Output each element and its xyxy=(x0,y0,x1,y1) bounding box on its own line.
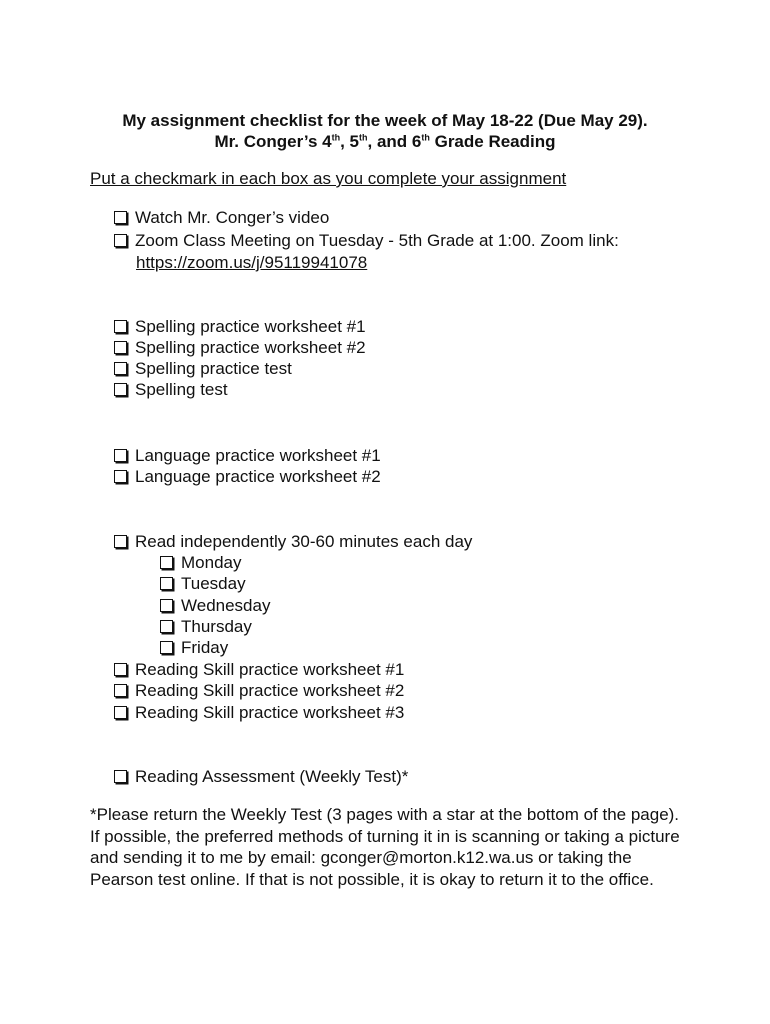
instruction: Put a checkmark in each box as you complete your assignment xyxy=(90,169,567,188)
checklist-item-zoom-meeting xyxy=(114,231,619,251)
checklist-day-monday xyxy=(160,553,241,573)
title-line-1: My assignment checklist for the week of May 18-22 (Due May 29). xyxy=(122,111,648,130)
checkbox[interactable] xyxy=(114,770,127,783)
checkbox[interactable] xyxy=(114,234,127,247)
item-label: Watch Mr. Conger’s video xyxy=(135,208,330,227)
checklist-item-reading-skill-3 xyxy=(114,703,404,723)
item-label: Reading Assessment (Weekly Test)* xyxy=(135,767,409,786)
checklist-day-wednesday xyxy=(160,596,270,616)
title-prefix: Mr. Conger’s 4 xyxy=(214,132,332,151)
item-label: Zoom Class Meeting on Tuesday - 5th Grade at 1:00. Zoom link: xyxy=(135,231,619,250)
title-sup-2: th xyxy=(359,132,368,143)
checkbox[interactable] xyxy=(160,556,173,569)
checklist-item-language-1 xyxy=(114,446,381,466)
item-label: Spelling test xyxy=(135,380,228,399)
title-mid-2: , and 6 xyxy=(367,132,422,151)
checkbox[interactable] xyxy=(114,535,127,548)
title-mid-1: , 5 xyxy=(340,132,360,151)
title-sup-1: th xyxy=(331,132,341,143)
checkbox[interactable] xyxy=(160,620,173,633)
item-label: Reading Skill practice worksheet #3 xyxy=(135,703,405,722)
title-sup-3: th xyxy=(421,132,430,143)
checklist-day-tuesday xyxy=(160,574,246,594)
checkbox[interactable] xyxy=(114,684,127,697)
footnote: *Please return the Weekly Test (3 pages with a star at the bottom of the page). If possible, the preferred methods of turning it in is scanning or taking a picture and sending it to me by email: gconger@morton.k12.wa.us or taking the Pearson test online. If that is not possible, it is okay to return it to the office. xyxy=(90,805,680,889)
item-label: Read independently 30-60 minutes each day xyxy=(135,532,473,551)
day-label: Thursday xyxy=(181,617,252,636)
item-label: Reading Skill practice worksheet #2 xyxy=(135,681,405,700)
checklist-item-spelling-2 xyxy=(114,338,366,358)
checkbox[interactable] xyxy=(114,470,127,483)
item-label: Spelling practice worksheet #2 xyxy=(135,338,366,357)
day-label: Monday xyxy=(181,553,242,572)
checklist-item-language-2 xyxy=(114,467,381,487)
checklist-item-spelling-test xyxy=(114,380,228,400)
zoom-link[interactable]: https://zoom.us/j/95119941078 xyxy=(136,253,368,272)
item-label: Reading Skill practice worksheet #1 xyxy=(135,660,405,679)
checkbox[interactable] xyxy=(114,383,127,396)
checkbox[interactable] xyxy=(160,599,173,612)
checkbox[interactable] xyxy=(114,341,127,354)
checkbox[interactable] xyxy=(114,362,127,375)
checkbox[interactable] xyxy=(114,211,127,224)
checklist-item-watch-video xyxy=(114,208,329,228)
checklist-item-reading-skill-2 xyxy=(114,681,404,701)
day-label: Tuesday xyxy=(181,574,246,593)
checklist-item-spelling-1 xyxy=(114,317,366,337)
title-line-2 xyxy=(0,132,770,152)
checkbox[interactable] xyxy=(114,320,127,333)
checkbox[interactable] xyxy=(114,706,127,719)
checklist-day-thursday xyxy=(160,617,252,637)
checklist-day-friday xyxy=(160,638,228,658)
day-label: Wednesday xyxy=(181,596,271,615)
item-label: Language practice worksheet #1 xyxy=(135,446,381,465)
checklist-item-reading-skill-1 xyxy=(114,660,404,680)
checklist-item-spelling-practice-test xyxy=(114,359,292,379)
item-label: Language practice worksheet #2 xyxy=(135,467,381,486)
checklist-item-read-independently xyxy=(114,532,472,552)
checkbox[interactable] xyxy=(160,641,173,654)
checkbox[interactable] xyxy=(114,663,127,676)
checkbox[interactable] xyxy=(160,577,173,590)
item-label: Spelling practice worksheet #1 xyxy=(135,317,366,336)
item-label: Spelling practice test xyxy=(135,359,292,378)
checkbox[interactable] xyxy=(114,449,127,462)
title-suffix: Grade Reading xyxy=(429,132,556,151)
day-label: Friday xyxy=(181,638,229,657)
checklist-item-reading-assessment xyxy=(114,767,408,787)
